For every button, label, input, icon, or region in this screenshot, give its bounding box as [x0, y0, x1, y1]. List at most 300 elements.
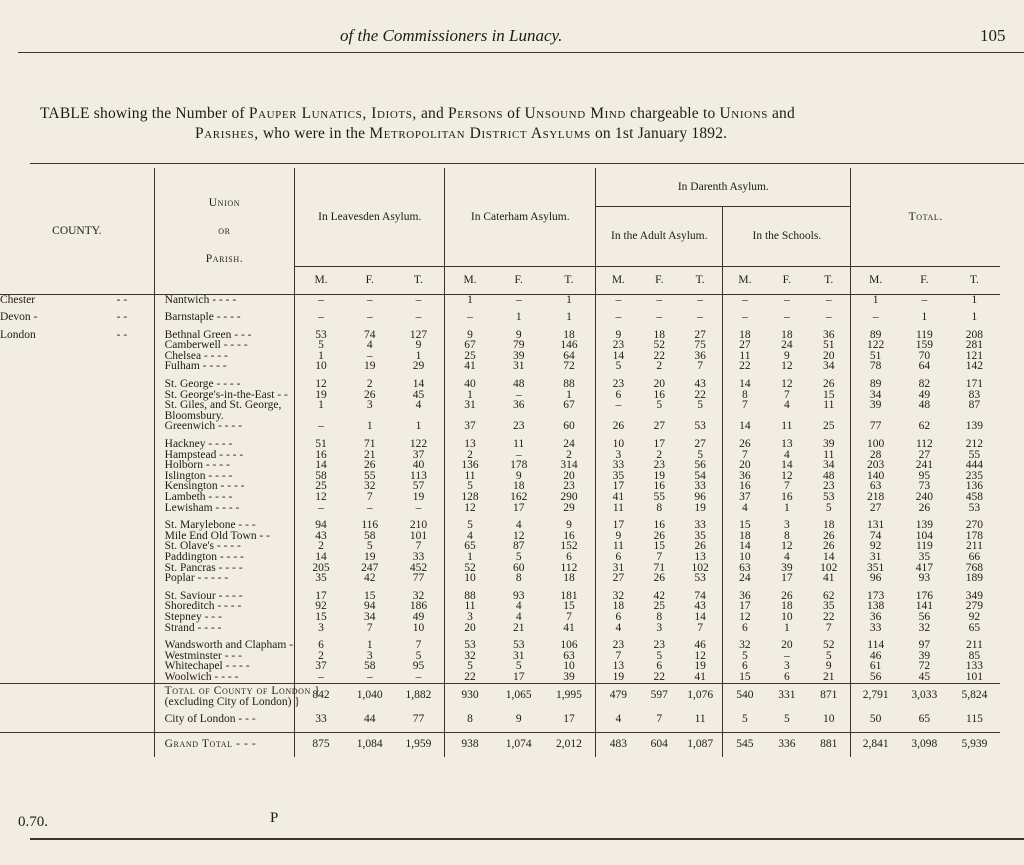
parish-cell: Westminster - - - [154, 651, 295, 662]
table-cell: 5 [445, 520, 495, 531]
parish-cell: Poplar - - - - - [154, 573, 295, 584]
table-cell: 39 [918, 649, 931, 662]
table-cell: 122 [409, 438, 428, 451]
table-cell: – [295, 312, 347, 323]
table-cell: 186 [409, 600, 428, 613]
table-cell: 203 [851, 460, 900, 471]
table-cell: 9 [515, 328, 522, 341]
table-cell: 27 [694, 438, 706, 451]
table-cell: 127 [409, 328, 428, 341]
table-cell: – [825, 293, 832, 306]
table-cell: 1 [566, 388, 572, 401]
parish-cell: Stepney - - - [154, 612, 295, 623]
table-cell: 171 [965, 378, 984, 391]
table-cell: 8 [783, 529, 790, 542]
table-row [0, 531, 1000, 542]
table-cell: 39 [823, 438, 835, 451]
table-cell: 49 [918, 388, 931, 401]
table-cell: 19 [596, 672, 641, 683]
table-cell: 12 [781, 469, 793, 482]
table-cell: 31 [512, 649, 525, 662]
table-cell: 95 [412, 660, 425, 673]
parish-cell: Lewisham - - - - [154, 503, 295, 514]
lunacy-table [0, 168, 1000, 757]
running-head: of the Commissioners in Lunacy. [340, 26, 563, 45]
table-cell: 63 [851, 481, 900, 492]
table-cell: 12 [781, 378, 793, 391]
table-cell: 36 [851, 612, 900, 623]
adult-asylum-header: In the Adult Asylum. [596, 206, 723, 266]
table-cell: 6 [596, 552, 641, 563]
table-cell: 77 [851, 421, 900, 432]
table-cell: 14 [723, 421, 767, 432]
table-row [0, 651, 1000, 662]
table-cell: 89 [851, 379, 900, 390]
table-cell: – [366, 311, 373, 324]
table-cell: 26 [823, 529, 835, 542]
table-cell: 1,076 [678, 683, 723, 708]
table-cell: 16 [653, 388, 666, 401]
table-cell: 5,824 [949, 683, 1000, 708]
table-cell: 114 [851, 640, 900, 651]
table-cell: 349 [965, 589, 984, 602]
table-cell: 18 [596, 601, 641, 612]
table-cell: 14 [596, 351, 641, 362]
table-cell: 56 [694, 459, 706, 472]
table-cell: 74 [851, 531, 900, 542]
col-m: M. [295, 266, 347, 294]
col-m: M. [596, 266, 641, 294]
table-cell: 3 [445, 612, 495, 623]
table-cell: 6 [566, 550, 572, 563]
table-cell: 36 [694, 349, 706, 362]
table-cell: 32 [445, 651, 495, 662]
table-cell: 53 [694, 572, 706, 585]
table-cell: 17 [596, 520, 641, 531]
county-dash-cell [117, 450, 154, 461]
table-cell: 458 [965, 491, 984, 503]
table-cell: 102 [691, 561, 709, 574]
table-cell: 1,065 [495, 683, 543, 708]
footer-code: 0.70. [18, 814, 48, 830]
table-cell: 10 [445, 573, 495, 584]
table-cell: 18 [563, 572, 575, 585]
title-text: Unsound Mind [524, 105, 626, 122]
table-cell: 14 [781, 459, 793, 472]
table-cell: 20 [653, 378, 666, 391]
county-cell [0, 683, 154, 708]
table-row [0, 492, 1000, 503]
county-dash-cell [117, 573, 154, 584]
table-cell: 7 [825, 621, 832, 634]
table-cell: 6 [596, 612, 641, 623]
table-cell: 15 [563, 600, 575, 613]
table-cell: 141 [915, 600, 933, 613]
table-cell: 142 [965, 360, 984, 373]
county-cell [0, 421, 117, 432]
spacer-cell [0, 584, 154, 591]
table-cell: 1 [566, 311, 572, 324]
table-cell: 3 [596, 450, 641, 461]
table-cell: 26 [823, 378, 835, 391]
table-cell: 31 [512, 360, 525, 373]
parish-cell: Shoreditch - - - - [154, 601, 295, 612]
table-cell: 16 [653, 480, 666, 493]
county-dash-cell [117, 520, 154, 531]
table-cell: 67 [445, 340, 495, 351]
parish-cell: Greenwich - - - - [154, 421, 295, 432]
table-cell: 70 [918, 349, 931, 362]
table-cell: 26 [823, 540, 835, 553]
table-cell: 17 [295, 591, 347, 602]
table-cell: 23 [596, 340, 641, 351]
table-cell: 173 [851, 591, 900, 602]
county-dash-cell [117, 601, 154, 612]
county-cell [0, 661, 117, 672]
table-cell: 3,033 [900, 683, 949, 708]
row-spacer [0, 432, 1000, 439]
county-cell [0, 481, 117, 492]
table-cell: 1 [783, 501, 790, 514]
table-cell: 14 [412, 378, 425, 391]
table-cell: 27 [918, 448, 931, 461]
table-cell: 15 [653, 540, 666, 553]
col-m: M. [445, 266, 495, 294]
title-text: Metropolitan District Asylums [369, 125, 591, 142]
table-cell: 19 [653, 469, 666, 482]
table-cell: – [415, 311, 422, 324]
table-cell: 22 [445, 672, 495, 683]
table-cell: 20 [723, 460, 767, 471]
table-cell: 7 [366, 491, 373, 503]
table-cell: – [921, 293, 928, 306]
table-cell: 7 [366, 621, 373, 634]
table-cell: – [366, 670, 373, 683]
table-cell: 63 [723, 563, 767, 574]
table-row [0, 661, 1000, 672]
table-cell: 15 [823, 388, 835, 401]
table-cell: 16 [723, 481, 767, 492]
table-cell: 3 [656, 621, 663, 634]
spacer-cell [0, 432, 154, 439]
table-cell: 205 [295, 563, 347, 574]
county-dash-cell [117, 623, 154, 634]
table-cell: 52 [653, 339, 666, 352]
table-cell: 24 [781, 339, 793, 352]
table-cell: 48 [512, 378, 525, 391]
table-cell: 11 [596, 503, 641, 514]
table-cell: 351 [851, 563, 900, 574]
parish-cell: St. George's-in-the-East - - [154, 390, 295, 401]
table-cell: 881 [820, 738, 838, 750]
title-text: Unions [719, 105, 768, 122]
county-cell [0, 573, 117, 584]
table-cell: 4 [783, 448, 790, 461]
table-cell: 1 [295, 400, 347, 411]
county-dash-cell [117, 361, 154, 372]
table-cell: 17 [781, 572, 793, 585]
table-cell: 2 [295, 541, 347, 552]
table-cell: 19 [363, 360, 376, 373]
table-cell: 36 [512, 399, 525, 412]
spacer-cell [0, 633, 154, 640]
table-cell: 37 [295, 661, 347, 672]
table-cell: 92 [851, 541, 900, 552]
table-cell: – [656, 293, 663, 306]
table-cell: 14 [723, 541, 767, 552]
parish-cell: Mile End Old Town - - [154, 531, 295, 542]
table-cell: 25 [295, 481, 347, 492]
table-cell: – [415, 670, 422, 683]
table-cell: 48 [918, 399, 931, 412]
table-cell: 49 [412, 610, 425, 623]
signature-mark: P [270, 810, 279, 826]
table-cell: 26 [363, 388, 376, 401]
table-cell: 66 [968, 550, 981, 563]
table-cell: 2,791 [851, 683, 900, 708]
table-cell: – [783, 311, 790, 324]
table-cell: 4 [596, 623, 641, 634]
table-cell: 20 [781, 639, 793, 652]
table-cell: 12 [694, 649, 706, 662]
table-cell: 33 [412, 550, 425, 563]
table-cell: 12 [295, 379, 347, 390]
total-sublabel: (excluding City of London) } [164, 695, 300, 708]
table-cell: 42 [653, 589, 666, 602]
table-cell: 178 [510, 459, 528, 472]
table-cell: 483 [596, 732, 641, 757]
table-cell: 35 [823, 600, 835, 613]
table-cell: 11 [823, 399, 835, 412]
table-cell: 6 [295, 640, 347, 651]
table-cell: – [851, 312, 900, 323]
col-f: F. [641, 266, 678, 294]
table-cell: 39 [512, 349, 525, 362]
table-cell: 208 [965, 328, 984, 341]
table-cell: – [366, 349, 373, 362]
table-cell: 79 [512, 339, 525, 352]
table-cell: 27 [596, 573, 641, 584]
table-cell: – [697, 293, 704, 306]
table-cell: 64 [563, 349, 575, 362]
table-cell: 39 [781, 561, 793, 574]
table-row [0, 340, 1000, 351]
county-dash-cell [117, 661, 154, 672]
table-cell: 35 [596, 471, 641, 482]
table-cell: 71 [363, 438, 376, 451]
parish-cell: Strand - - - - [154, 623, 295, 634]
table-cell: 1,995 [543, 683, 596, 708]
table-cell: – [415, 293, 422, 306]
table-cell: 14 [295, 552, 347, 563]
table-cell: 11 [445, 601, 495, 612]
table-cell: 1 [366, 420, 373, 433]
parish-cell: Kensington - - - - [154, 481, 295, 492]
table-cell: 53 [512, 639, 525, 652]
table-cell: 113 [410, 469, 427, 482]
table-cell: 13 [781, 438, 793, 451]
table-cell: 53 [295, 330, 347, 341]
table-cell: 1 [415, 420, 422, 433]
table-cell: 5 [515, 550, 522, 563]
table-cell: 210 [409, 519, 428, 532]
col-t: T. [543, 266, 596, 294]
table-cell: 51 [295, 439, 347, 450]
table-cell: 45 [918, 670, 931, 683]
table-cell: 35 [918, 550, 931, 563]
table-bottom-rule [30, 838, 1024, 840]
table-cell: 1,040 [347, 683, 393, 708]
table-cell: 42 [363, 572, 376, 585]
county-dash-cell [117, 612, 154, 623]
parish-cell: Wandsworth and Clapham - [154, 640, 295, 651]
table-cell: 27 [851, 503, 900, 514]
table-cell: 290 [560, 491, 578, 503]
col-f: F. [347, 266, 393, 294]
county-cell: Devon - [0, 311, 38, 324]
table-cell: 26 [781, 589, 793, 602]
table-cell: 19 [694, 660, 706, 673]
table-cell: 9 [566, 519, 572, 532]
county-dash-cell [117, 351, 154, 362]
parish-cell: Bloomsbury. [154, 411, 295, 422]
table-row [0, 541, 1000, 552]
table-cell: 212 [965, 438, 984, 451]
table-cell: 12 [723, 612, 767, 623]
table-cell: 101 [409, 529, 428, 542]
county-cell [0, 390, 117, 401]
table-cell: 16 [295, 450, 347, 461]
table-cell: 136 [965, 480, 984, 493]
table-cell: 13 [596, 661, 641, 672]
table-cell: 53 [694, 420, 706, 433]
table-row [0, 361, 1000, 372]
table-cell: 16 [653, 519, 666, 532]
table-cell: 56 [918, 610, 931, 623]
table-cell: 23 [563, 480, 575, 493]
table-cell: 63 [563, 649, 575, 662]
table-cell: 15 [723, 520, 767, 531]
table-cell: 314 [560, 459, 578, 472]
table-cell: 62 [823, 589, 835, 602]
county-dash-cell [117, 481, 154, 492]
table-cell: 12 [781, 540, 793, 553]
table-cell: 5 [697, 399, 704, 412]
table-cell: 55 [653, 491, 666, 503]
table-cell: 23 [596, 640, 641, 651]
page-number: 105 [980, 26, 1006, 45]
county-cell [0, 460, 117, 471]
table-row [0, 563, 1000, 574]
table-cell: 96 [851, 573, 900, 584]
table-cell: 37 [445, 421, 495, 432]
county-header: COUNTY. [0, 168, 154, 294]
table-cell: 58 [295, 471, 347, 482]
county-cell [0, 552, 117, 563]
table-cell: 14 [295, 460, 347, 471]
table-cell: 336 [778, 738, 796, 750]
table-cell: 4 [783, 399, 790, 412]
table-row [0, 411, 1000, 422]
table-cell: 12 [512, 529, 525, 542]
table-cell: 82 [918, 378, 931, 391]
total-header: Total. [851, 168, 1000, 266]
table-title [40, 104, 1010, 144]
table-cell: 121 [965, 349, 984, 362]
table-cell: 46 [851, 651, 900, 662]
table-cell: – [515, 293, 522, 306]
table-cell: – [596, 400, 641, 411]
table-cell: 33 [295, 708, 347, 733]
table-cell: 241 [915, 459, 933, 472]
table-row [0, 573, 1000, 584]
table-cell: 34 [823, 459, 835, 472]
table-cell: 4 [596, 708, 641, 733]
table-cell: 88 [563, 378, 575, 391]
city-of-london-row [0, 708, 1000, 733]
schools-header: In the Schools. [723, 206, 851, 266]
table-row [0, 330, 1000, 341]
table-cell: 41 [823, 572, 835, 585]
county-cell [0, 601, 117, 612]
table-cell: 26 [653, 529, 666, 542]
table-cell: 139 [915, 519, 933, 532]
table-cell: 211 [966, 639, 983, 652]
table-cell: 72 [563, 360, 575, 373]
parish-cell: St. Giles, and St. George, [154, 400, 295, 411]
table-cell: 25 [445, 351, 495, 362]
grand-total-row [0, 732, 1000, 757]
table-cell: – [295, 294, 347, 305]
county-dash-cell: - - [116, 293, 128, 306]
table-cell: 74 [363, 328, 376, 341]
table-cell: 16 [563, 529, 575, 542]
table-row [0, 672, 1000, 683]
parish-cell: Barnstaple - - - - [154, 312, 295, 323]
table-cell: 7 [697, 621, 704, 634]
table-cell: 13 [445, 439, 495, 450]
table-cell: 64 [918, 360, 931, 373]
col-t: T. [807, 266, 851, 294]
table-cell: 56 [851, 672, 900, 683]
table-cell: 146 [560, 339, 578, 352]
table-cell: 8 [656, 501, 663, 514]
table-cell: 1 [851, 294, 900, 305]
table-cell: 88 [445, 591, 495, 602]
table-cell: 22 [823, 610, 835, 623]
table-cell: 33 [596, 460, 641, 471]
table-cell: 1 [921, 311, 928, 324]
county-cell [0, 623, 117, 634]
table-cell: 71 [653, 561, 666, 574]
table-cell: 176 [915, 589, 933, 602]
table-cell: 29 [563, 501, 575, 514]
table-cell: 4 [445, 531, 495, 542]
table-cell: 65 [968, 621, 981, 634]
table-cell: 1 [445, 294, 495, 305]
table-cell: 5 [415, 649, 422, 662]
table-cell: 7 [415, 639, 422, 652]
county-dash-cell [117, 541, 154, 552]
table-cell: 8 [445, 708, 495, 733]
table-cell: 7 [415, 540, 422, 553]
table-cell: – [295, 672, 347, 683]
table-cell: 97 [918, 639, 931, 652]
table-cell: 2 [445, 450, 495, 461]
table-cell: – [515, 448, 522, 461]
col-f: F. [495, 266, 543, 294]
table-cell: 72 [918, 660, 931, 673]
